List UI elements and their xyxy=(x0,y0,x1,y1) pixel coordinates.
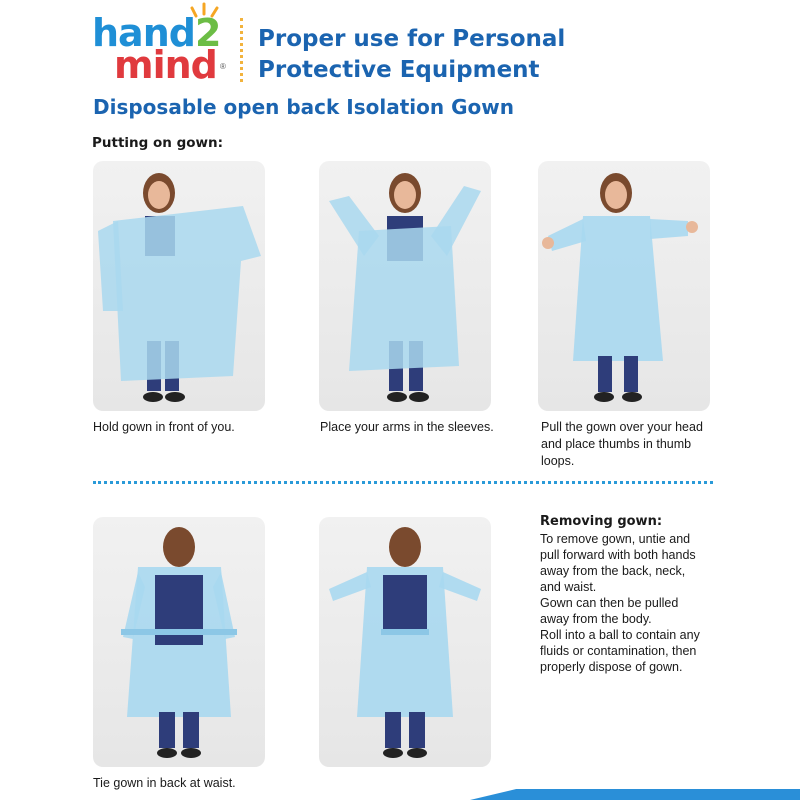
photo-removing-gown xyxy=(319,517,491,767)
person-back-illustration-icon xyxy=(93,517,265,767)
caption-step-4: Tie gown in back at waist. xyxy=(93,776,236,790)
removing-instructions xyxy=(540,514,740,675)
logo-word-mind xyxy=(114,43,217,87)
section-divider xyxy=(93,481,713,484)
person-illustration-icon xyxy=(538,161,710,411)
photo-pull-over-head xyxy=(538,161,710,411)
person-illustration-icon xyxy=(93,161,265,411)
putting-on-label: Putting on gown: xyxy=(92,135,224,151)
logo-hand-text: hand xyxy=(92,11,195,55)
person-illustration-icon xyxy=(319,161,491,411)
caption-step-1: Hold gown in front of you. xyxy=(93,420,235,434)
logo-mind-text: mind xyxy=(114,43,217,87)
removing-body: To remove gown, untie and pull forward with both hands away from the back, neck, and waist. Gown can then be pulled away from the body. Roll into a ball to contain any fluids or contamination, then properly dispose of gown. xyxy=(540,532,700,674)
removing-heading: Removing gown: xyxy=(540,514,663,529)
registered-mark: ® xyxy=(220,62,226,71)
footer-accent-bar xyxy=(470,789,800,800)
hand2mind-logo xyxy=(92,11,232,87)
logo-digit: 2 xyxy=(194,11,221,55)
caption-step-3: Pull the gown over your head and place thumbs in thumb loops. xyxy=(541,420,703,468)
photo-arms-in-sleeves xyxy=(319,161,491,411)
title-line-2: Protective Equipment xyxy=(258,57,540,83)
photo-tie-at-waist xyxy=(93,517,265,767)
photo-hold-gown xyxy=(93,161,265,411)
page-subtitle: Disposable open back Isolation Gown xyxy=(93,95,514,119)
title-line-1: Proper use for Personal xyxy=(258,26,566,52)
page-title xyxy=(258,24,565,86)
header-divider xyxy=(240,18,243,82)
person-back-illustration-icon xyxy=(319,517,491,767)
caption-step-2: Place your arms in the sleeves. xyxy=(320,420,494,434)
